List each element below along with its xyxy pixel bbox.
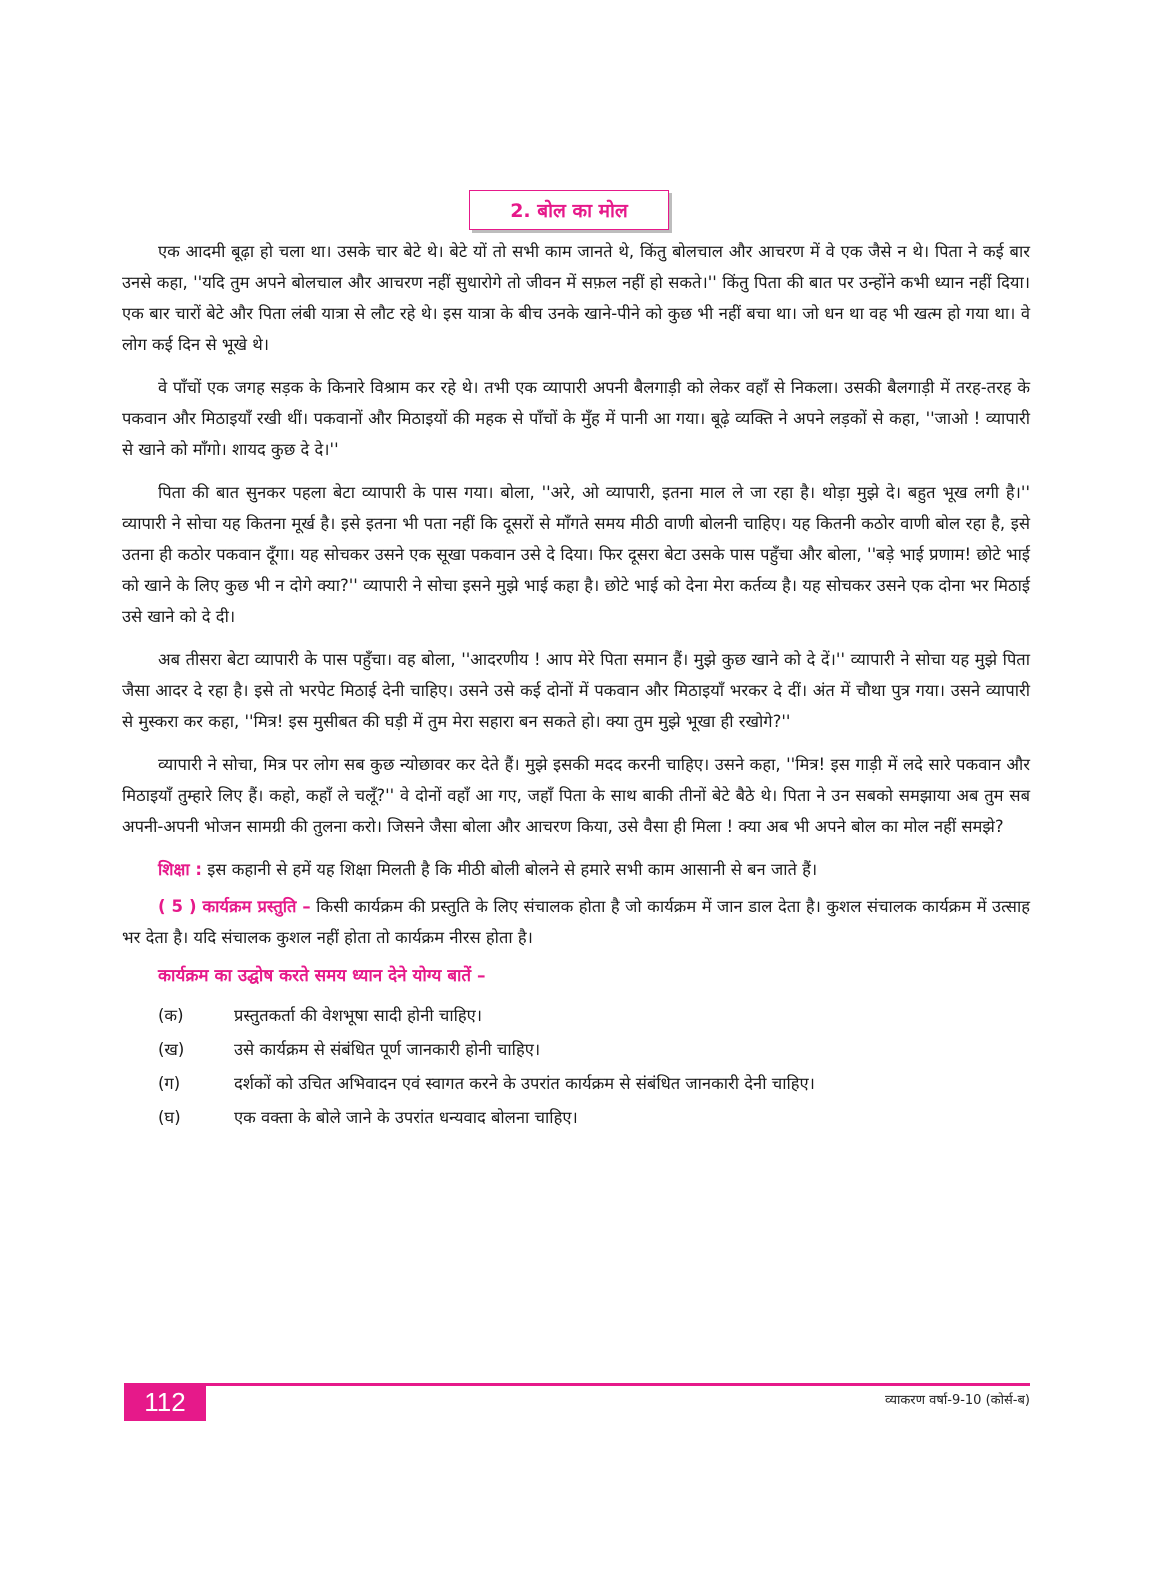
page-number: 112 (124, 1383, 206, 1421)
story-paragraph-3: पिता की बात सुनकर पहला बेटा व्यापारी के पास गया। बोला, ''अरे, ओ व्यापारी, इतना माल ले जा रहा है। थोड़ा मुझे दे। बहुत भूख लगी है।'' व्यापारी ने सोचा यह कितना मूर्ख है। इसे इतना भी पता नहीं कि दूसरों से माँगते समय मीठी वाणी बोलनी चाहिए। यह कितनी कठोर वाणी बोल रहा है, इसे उतना ही कठोर पकवान दूँगा। यह सोचकर उसने एक सूखा पकवान उसे दे दिया। फिर दूसरा बेटा उसके पास पहुँचा और बोला, ''बड़े भाई प्रणाम! छोटे भाई को खाने के लिए कुछ भी न दोगे क्या?'' व्यापारी ने सोचा इसने मुझे भाई कहा है। छोटे भाई को देना मेरा कर्तव्य है। यह सोचकर उसने एक दोना भर मिठाई उसे खाने को दे दी। (122, 483, 1030, 626)
program-label: ( 5 ) कार्यक्रम प्रस्तुति – (158, 897, 311, 916)
lesson-text: इस कहानी से हमें यह शिक्षा मिलती है कि मीठी बोली बोलने से हमारे सभी काम आसानी से बन जाते हैं। (201, 860, 818, 879)
program-section (122, 891, 1030, 953)
points-heading: कार्यक्रम का उद्घोष करते समय ध्यान देने योग्य बातें – (158, 966, 486, 986)
list-item (122, 1035, 1030, 1065)
list-text: प्रस्तुतकर्ता की वेशभूषा सादी होनी चाहिए। (234, 1006, 483, 1025)
list-item (122, 1069, 1030, 1099)
list-text: उसे कार्यक्रम से संबंधित पूर्ण जानकारी होनी चाहिए। (234, 1040, 541, 1059)
list-marker: (ग) (158, 1074, 181, 1093)
list-marker: (क) (158, 1006, 184, 1025)
list-marker: (ख) (158, 1040, 185, 1059)
list-item (122, 1103, 1030, 1133)
footer-divider (204, 1383, 1030, 1386)
story-paragraph-2: वे पाँचों एक जगह सड़क के किनारे विश्राम कर रहे थे। तभी एक व्यापारी अपनी बैलगाड़ी को लेकर वहाँ से निकला। उसकी बैलगाड़ी में तरह-तरह के पकवान और मिठाइयाँ रखी थीं। पकवानों और मिठाइयों की महक से पाँचों के मुँह में पानी आ गया। बूढ़े व्यक्ति ने अपने लड़कों से कहा, ''जाओ ! व्यापारी से खाने को माँगो। शायद कुछ दे दे।'' (122, 378, 1030, 459)
main-content (122, 236, 1030, 1137)
list-marker: (घ) (158, 1108, 181, 1127)
story-paragraph-1: एक आदमी बूढ़ा हो चला था। उसके चार बेटे थे। बेटे यों तो सभी काम जानते थे, किंतु बोलचाल और आचरण में वे एक जैसे न थे। पिता ने कई बार उनसे कहा, ''यदि तुम अपने बोलचाल और आचरण नहीं सुधारोगे तो जीवन में सफ़ल नहीं हो सकते।'' किंतु पिता की बात पर उन्होंने कभी ध्यान नहीं दिया। एक बार चारों बेटे और पिता लंबी यात्रा से लौट रहे थे। इस यात्रा के बीच उनके खाने-पीने को कुछ भी नहीं बचा था। जो धन था वह भी खत्म हो गया था। वे लोग कई दिन से भूखे थे। (122, 242, 1030, 354)
program-text: किसी कार्यक्रम की प्रस्तुति के लिए संचालक होता है जो कार्यक्रम में जान डाल देता है। कुशल संचालक कार्यक्रम में उत्साह भर देता है। यदि संचालक कुशल नहीं होता तो कार्यक्रम नीरस होता है। (122, 897, 1030, 947)
lesson-label: शिक्षा : (158, 860, 202, 879)
points-list (122, 1001, 1030, 1133)
lesson-line (122, 854, 1030, 885)
chapter-title: 2. बोल का मोल (469, 190, 669, 230)
story-paragraph-5: व्यापारी ने सोचा, मित्र पर लोग सब कुछ न्योछावर कर देते हैं। मुझे इसकी मदद करनी चाहिए। उसने कहा, ''मित्र! इस गाड़ी में लदे सारे पकवान और मिठाइयाँ तुम्हारे लिए हैं। कहो, कहाँ ले चलूँ?'' वे दोनों वहाँ आ गए, जहाँ पिता के साथ बाकी तीनों बेटे बैठे थे। पिता ने उन सबको समझाया अब तुम सब अपनी-अपनी भोजन सामग्री की तुलना करो। जिसने जैसा बोला और आचरण किया, उसे वैसा ही मिला ! क्या अब भी अपने बोल का मोल नहीं समझे? (122, 755, 1030, 836)
list-text: दर्शकों को उचित अभिवादन एवं स्वागत करने के उपरांत कार्यक्रम से संबंधित जानकारी देनी चाहिए। (234, 1074, 815, 1093)
book-title: व्याकरण वर्षा-9-10 (कोर्स-ब) (884, 1393, 1030, 1408)
list-item (122, 1001, 1030, 1031)
story-paragraph-4: अब तीसरा बेटा व्यापारी के पास पहुँचा। वह बोला, ''आदरणीय ! आप मेरे पिता समान हैं। मुझे कुछ खाने को दे दें।'' व्यापारी ने सोचा यह मुझे पिता जैसा आदर दे रहा है। इसे तो भरपेट मिठाई देनी चाहिए। उसने उसे कई दोनों में पकवान और मिठाइयाँ भरकर दे दीं। अंत में चौथा पुत्र गया। उसने व्यापारी से मुस्करा कर कहा, ''मित्र! इस मुसीबत की घड़ी में तुम मेरा सहारा बन सकते हो। क्या तुम मुझे भूखा ही रखोगे?'' (122, 650, 1030, 731)
list-text: एक वक्ता के बोले जाने के उपरांत धन्यवाद बोलना चाहिए। (234, 1108, 578, 1127)
